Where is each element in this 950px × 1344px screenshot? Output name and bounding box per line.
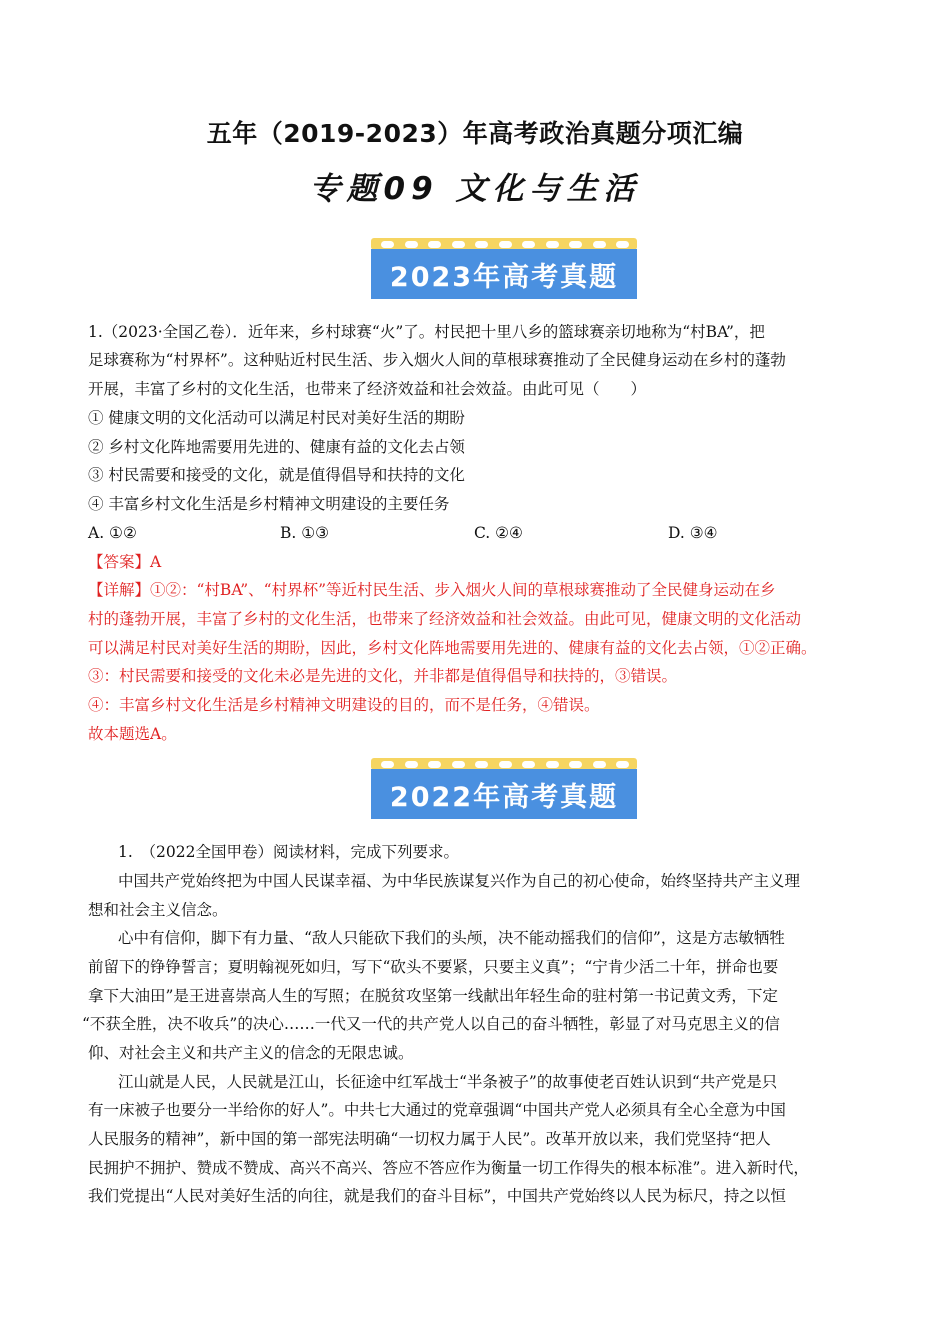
material-line: “不获全胜，决不收兵”的决心……一代又一代的共产党人以自己的奋斗牺牲，彰显了对马克思主义的信 xyxy=(82,1015,780,1033)
section-banner-2023 xyxy=(371,238,637,302)
statement-item: ③ 村民需要和接受的文化，就是值得倡导和扶持的文化 xyxy=(88,466,465,484)
statement-item: ① 健康文明的文化活动可以满足村民对美好生活的期盼 xyxy=(88,409,465,427)
explanation-line: 可以满足村民对美好生活的期盼，因此，乡村文化阵地需要用先进的、健康有益的文化去占领，①②正确。 xyxy=(88,639,817,657)
material-line: 民拥护不拥护、赞成不赞成、高兴不高兴、答应不答应作为衡量一切工作得失的根本标准”。进入新时代， xyxy=(88,1159,809,1177)
explanation-line: 故本题选A。 xyxy=(88,725,177,743)
question-stem-line: 开展，丰富了乡村的文化生活，也带来了经济效益和社会效益。由此可见（ ） xyxy=(88,380,647,398)
material-line: 仰、对社会主义和共产主义的信念的无限忠诚。 xyxy=(88,1044,414,1062)
explanation-line: ③：村民需要和接受的文化未必是先进的文化，并非都是值得倡导和扶持的，③错误。 xyxy=(88,667,678,685)
question-stem-line: 足球赛称为“村界杯”。这种贴近村民生活、步入烟火人间的草根球赛推动了全民健身运动在乡村的蓬勃 xyxy=(88,351,786,369)
question-stem-line: 1.（2023·全国乙卷）．近年来，乡村球赛“火”了。村民把十里八乡的篮球赛亲切地称为“村BA”，把 xyxy=(88,323,765,341)
option-b: B. ①③ xyxy=(280,524,330,542)
option-d: D. ③④ xyxy=(668,524,718,542)
material-line: 中国共产党始终把为中国人民谋幸福、为中华民族谋复兴作为自己的初心使命，始终坚持共产主义理 xyxy=(118,872,801,890)
option-c: C. ②④ xyxy=(474,524,523,542)
material-line: 拿下大油田”是王进喜崇高人生的写照；在脱贫攻坚第一线献出年轻生命的驻村第一书记黄文秀，下定 xyxy=(88,987,778,1005)
material-line: 心中有信仰，脚下有力量、“敌人只能砍下我们的头颅，决不能动摇我们的信仰”，这是方志敏牺牲 xyxy=(118,929,785,947)
material-line: 前留下的铮铮誓言；夏明翰视死如归，写下“砍头不要紧，只要主义真”；“宁肯少活二十年，拼命也要 xyxy=(88,958,779,976)
statement-item: ② 乡村文化阵地需要用先进的、健康有益的文化去占领 xyxy=(88,438,465,456)
document-title: 五年（2019-2023）年高考政治真题分项汇编 xyxy=(206,119,744,148)
material-line: 想和社会主义信念。 xyxy=(88,901,228,919)
material-line: 人民服务的精神”，新中国的第一部宪法明确“一切权力属于人民”。改革开放以来，我们党坚持“把人 xyxy=(88,1130,771,1148)
material-line: 有一床被子也要分一半给你的好人”。中共七大通过的党章强调“中国共产党人必须具有全心全意为中国 xyxy=(88,1101,786,1119)
section-banner-2022 xyxy=(371,758,637,822)
material-line: 江山就是人民，人民就是江山，长征途中红军战士“半条被子”的故事使老百姓认识到“共产党是只 xyxy=(118,1073,778,1091)
explanation-line: 【详解】①②：“村BA”、“村界杯”等近村民生活、步入烟火人间的草根球赛推动了全民健身运动在乡 xyxy=(88,581,776,599)
answer-line: 【答案】A xyxy=(88,553,162,571)
document-subtitle: 专题09 文化与生活 xyxy=(309,171,641,207)
question-stem-line: 1. （2022全国甲卷）阅读材料，完成下列要求。 xyxy=(118,843,459,861)
material-line: 我们党提出“人民对美好生活的向往，就是我们的奋斗目标”，中国共产党始终以人民为标尺，持之以恒 xyxy=(88,1187,786,1205)
banner-label: 2023年高考真题 xyxy=(371,249,637,299)
explanation-line: 村的蓬勃开展，丰富了乡村的文化生活，也带来了经济效益和社会效益。由此可见，健康文明的文化活动 xyxy=(88,610,802,628)
explanation-line: ④：丰富乡村文化生活是乡村精神文明建设的目的，而不是任务，④错误。 xyxy=(88,696,600,714)
statement-item: ④ 丰富乡村文化生活是乡村精神文明建设的主要任务 xyxy=(88,495,450,513)
option-a: A. ①② xyxy=(88,524,137,542)
banner-label: 2022年高考真题 xyxy=(371,769,637,819)
